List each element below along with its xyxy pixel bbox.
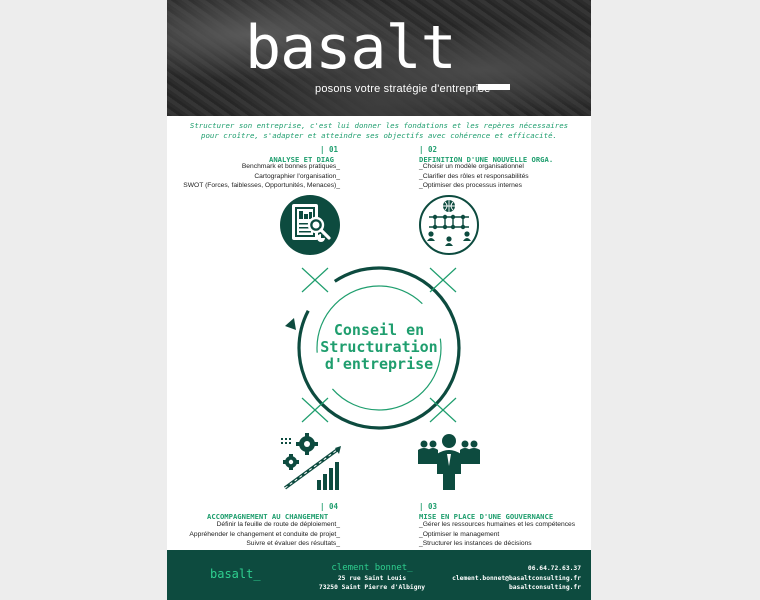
list-item: Définir la feuille de route de déploiement_ xyxy=(216,521,340,528)
footer-address xyxy=(312,574,432,592)
gears-growth-icon xyxy=(279,432,343,492)
section-02-number: | 02 xyxy=(419,145,438,154)
list-item: _Optimiser le management xyxy=(419,530,500,538)
section-03-list xyxy=(419,520,575,549)
section-04-title: ACCOMPAGNEMENT AU CHANGEMENT xyxy=(207,512,329,521)
list-item: _Optimiser des processus internes xyxy=(419,182,522,190)
section-01-number: | 01 xyxy=(320,145,339,154)
list-item: _Clarifier des rôles et responsabilités xyxy=(419,172,529,180)
section-03-number: | 03 xyxy=(419,502,438,511)
footer-name: clement bonnet_ xyxy=(331,563,413,573)
section-04-number: | 04 xyxy=(320,502,339,511)
document-analysis-icon xyxy=(280,195,340,255)
email-link[interactable]: clement.bonnet@basaltconsulting.fr xyxy=(452,574,581,582)
center-title xyxy=(297,322,461,373)
intro-text xyxy=(167,121,591,141)
list-item: Cartographier l'organisation_ xyxy=(254,172,340,180)
footer xyxy=(167,550,591,600)
section-01-list xyxy=(183,162,340,191)
intro-line-1: Structurer son entreprise, c'est lui donner les fondations et les repères nécessaires xyxy=(189,121,569,130)
footer-contact xyxy=(437,564,581,593)
list-item: Benchmark et bonnes pratiques_ xyxy=(241,163,340,170)
section-02-title: DEFINITION D'UNE NOUVELLE ORGA. xyxy=(419,155,554,164)
section-01-title: ANALYSE ET DIAG xyxy=(269,155,334,164)
org-network-icon xyxy=(419,195,479,255)
brand-logo: basalt xyxy=(245,13,456,83)
leader-team-icon xyxy=(417,432,481,492)
section-03-title: MISE EN PLACE D'UNE GOUVERNANCE xyxy=(419,512,554,521)
address-line-1: 25 rue Saint Louis xyxy=(337,575,407,582)
hero-banner xyxy=(167,0,591,116)
list-item: SWOT (Forces, faiblesses, Opportunités, Menaces)_ xyxy=(183,182,340,190)
center-title-line-1: Conseil en xyxy=(333,321,425,339)
section-02-list xyxy=(419,162,529,191)
center-title-line-2: Structuration xyxy=(320,338,438,356)
list-item: _Gérer les ressources humaines et les compétences xyxy=(419,521,576,528)
center-title-line-3: d'entreprise xyxy=(324,355,434,373)
list-item: Suivre et évaluer des résultats_ xyxy=(246,540,340,548)
flyer-page xyxy=(167,0,591,600)
phone-number[interactable]: 06.64.72.63.37 xyxy=(527,565,581,572)
intro-line-2: pour croître, s'adapter et atteindre ses objectifs avec cohérence et efficacité. xyxy=(201,131,557,140)
list-item: _Structurer les instances de décisions xyxy=(419,540,532,548)
list-item: Appréhender le changement et conduite de projet_ xyxy=(189,530,340,538)
tagline: posons votre stratégie d'entreprise xyxy=(315,83,491,95)
list-item: _Choisir un modèle organisationnel xyxy=(419,163,524,170)
footer-brand: basalt_ xyxy=(210,567,261,581)
address-line-2: 73250 Saint Pierre d'Albigny xyxy=(318,584,426,591)
section-04-list xyxy=(189,520,340,549)
website-link[interactable]: basaltconsulting.fr xyxy=(508,584,581,591)
